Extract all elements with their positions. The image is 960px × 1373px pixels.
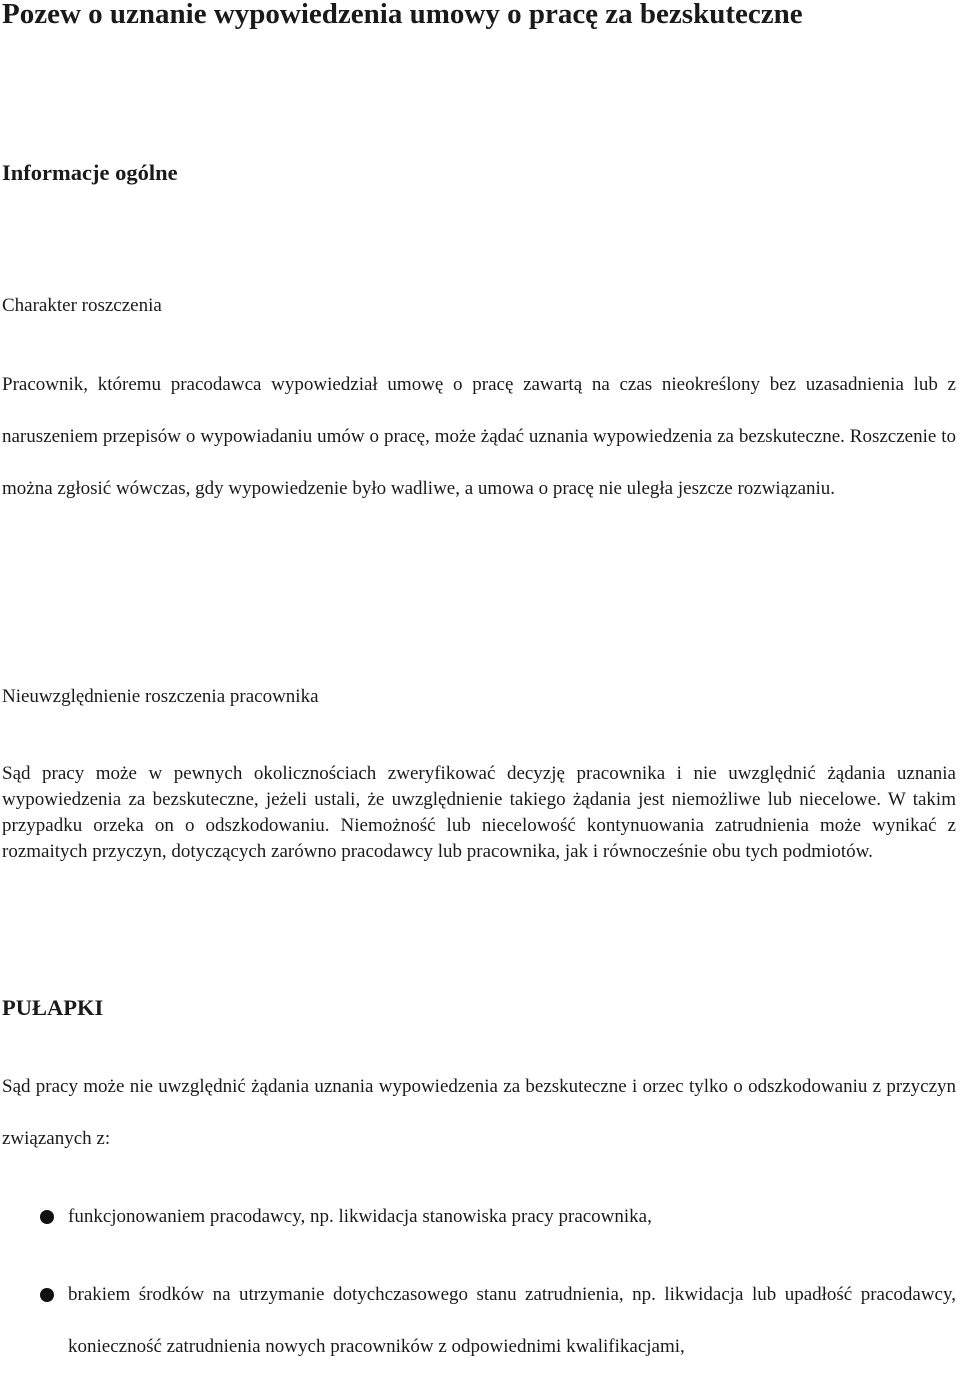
section-heading-pitfalls: PUŁAPKI [2,995,104,1020]
section-heading-general-info: Informacje ogólne [2,160,178,185]
bullet-icon [40,1288,54,1302]
document-title: Pozew o uznanie wypowiedzenia umowy o pracę za bezskuteczne [2,0,803,30]
list-item-text: brakiem środków na utrzymanie dotychczasowego stanu zatrudnienia, np. likwidacja lub upadłość pracodawcy, konieczność zatrudnienia nowych pracowników z odpowiednimi kwalifikacjami, [68,1284,956,1357]
subheading-claim-rejection: Nieuwzględnienie roszczenia pracownika [2,686,319,707]
list-item-text: funkcjonowaniem pracodawcy, np. likwidacja stanowiska pracy pracownika, [68,1206,652,1227]
subheading-claim-character: Charakter roszczenia [2,295,162,316]
paragraph-claim-character: Pracownik, któremu pracodawca wypowiedział umowę o pracę zawartą na czas nieokreślony bez uzasadnienia lub z naruszeniem przepisów o wypowiadaniu umów o pracę, może żądać uznania wypowiedzenia za bezskuteczne. Roszczenie to można zgłosić wówczas, gdy wypowiedzenie było wadliwe, a umowa o pracę nie uległa jeszcze rozwiązaniu. [2,374,956,499]
paragraph-pitfalls-intro: Sąd pracy może nie uwzględnić żądania uznania wypowiedzenia za bezskuteczne i orzec tylko o odszkodowaniu z przyczyn związanych z: [2,1076,956,1149]
bullet-icon [40,1210,54,1224]
paragraph-claim-rejection: Sąd pracy może w pewnych okolicznościach zweryfikować decyzję pracownika i nie uwzględnić żądania uznania wypowiedzenia za bezskuteczne, jeżeli ustali, że uwzględnienie takiego żądania jest niemożliwe lub niecelowe. W takim przypadku orzeka on o odszkodowaniu. Niemożność lub niecelowość kontynuowania zatrudnienia może wynikać z rozmaitych przyczyn, dotyczących zarówno pracodawcy lub pracownika, jak i równocześnie obu tych podmiotów. [2,763,956,862]
